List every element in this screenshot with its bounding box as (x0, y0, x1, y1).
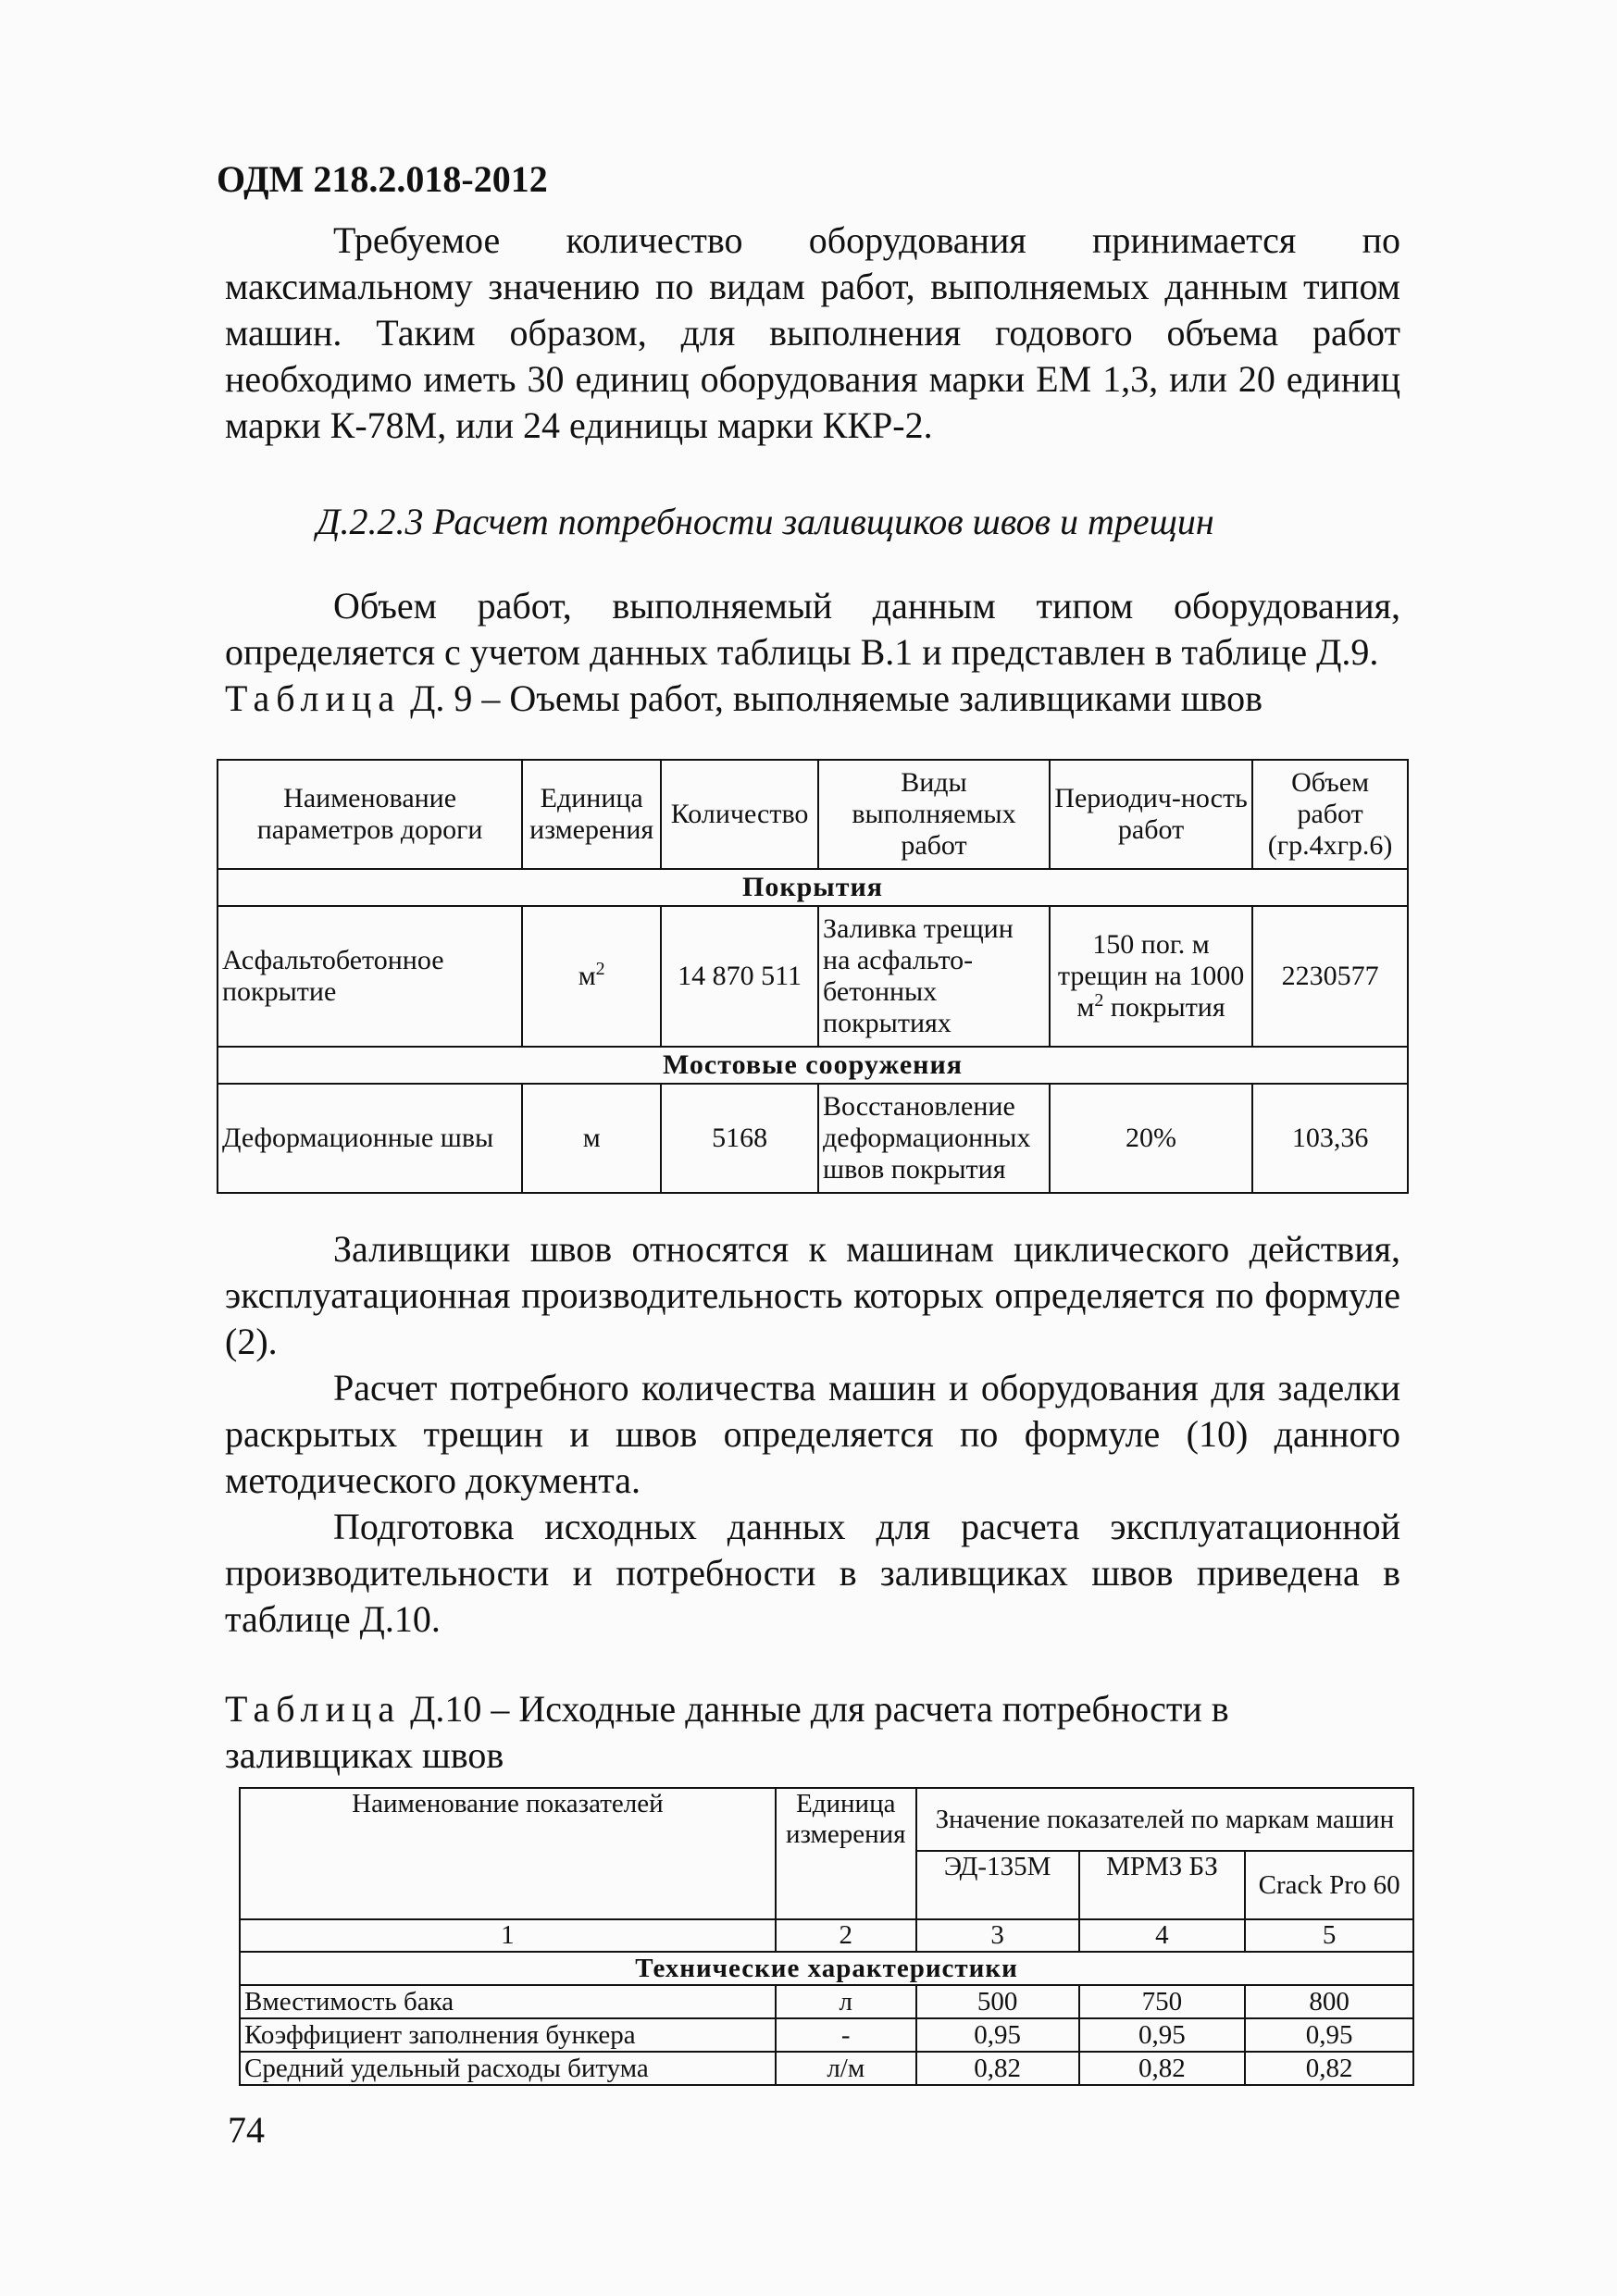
table10-caption: Таблица Д.10 – Исходные данные для расчета потребности в заливщиках швов (225, 1688, 1229, 1776)
section-label: Покрытия (218, 869, 1408, 906)
table-header-row (240, 1788, 1413, 1851)
section-label: Мостовые сооружения (218, 1047, 1408, 1084)
table-cell: Деформационные швы (218, 1084, 522, 1193)
model-cell: Crack Pro 60 (1245, 1851, 1413, 1919)
section-row (218, 1047, 1408, 1084)
table-cell: Средний удельный расходы битума (240, 2052, 776, 2085)
column-number-row (240, 1919, 1413, 1952)
model-cell: ЭД-135М (916, 1851, 1079, 1919)
table-cell: 0,95 (916, 2018, 1079, 2052)
table-cell: 0,95 (1079, 2018, 1246, 2052)
column-number: 3 (916, 1919, 1079, 1952)
table-cell: Восстановление деформационных швов покрытия (818, 1084, 1050, 1193)
table-cell: 103,36 (1252, 1084, 1408, 1193)
page-number: 74 (228, 2109, 265, 2151)
column-number: 2 (776, 1919, 916, 1952)
section-row (240, 1952, 1413, 1985)
paragraph-source-data: Подготовка исходных данных для расчета эксплуатационной производительности и потребности в заливщиках швов приведена в таблице Д.10. (225, 1506, 1400, 1640)
column-number: 4 (1079, 1919, 1246, 1952)
table-cell: 2230577 (1252, 906, 1408, 1047)
paragraph-work-volume: Объем работ, выполняемый данным типом оборудования, определяется с учетом данных таблицы В.1 и представлен в таблице Д.9. (225, 585, 1400, 673)
paragraph-equipment-count: Требуемое количество оборудования принимается по максимальному значению по видам работ, выполняемых данным типом машин. Таким образом, для выполнения годового объема работ необходимо иметь 30 единиц оборудования марки ЕМ 1,3, или 20 единиц марки К-78М, или 24 единицы марки ККР-2. (225, 219, 1400, 446)
table-cell: 14 870 511 (661, 906, 818, 1047)
table-cell: Коэффициент заполнения бункера (240, 2018, 776, 2052)
table-cell: 5168 (661, 1084, 818, 1193)
table-cell: 500 (916, 1985, 1079, 2018)
table-cell: 0,82 (1245, 2052, 1413, 2085)
table-cell: - (776, 2018, 916, 2052)
section-row (218, 869, 1408, 906)
table-cell: 800 (1245, 1985, 1413, 2018)
table-d9 (217, 759, 1409, 1194)
table-cell: 0,95 (1245, 2018, 1413, 2052)
table-row (240, 2018, 1413, 2052)
table-row (240, 1985, 1413, 2018)
table-cell: м (522, 1084, 661, 1193)
table-cell: $м^2$ (522, 906, 661, 1047)
table-row (218, 1084, 1408, 1193)
table-cell: Заливка трещин на асфальто-бетонных покрытиях (818, 906, 1050, 1047)
header-cell: Наименование показателей (240, 1788, 776, 1919)
table-cell: Вместимость бака (240, 1985, 776, 2018)
paragraph-machines: Заливщики швов относятся к машинам циклического действия, эксплуатационная производительность которых определяется по формуле (2). (225, 1228, 1400, 1362)
header-cell: Значение показателей по маркам машин (916, 1788, 1413, 1851)
header-cell: Периодич-ность работ (1050, 760, 1252, 869)
section-label: Технические характеристики (240, 1952, 1413, 1985)
table-cell: л/м (776, 2052, 916, 2085)
header-cell: Количество (661, 760, 818, 869)
table-cell: л (776, 1985, 916, 2018)
header-cell: Наименование параметров дороги (218, 760, 522, 869)
table-row (218, 906, 1408, 1047)
model-cell: МРМЗ БЗ (1079, 1851, 1246, 1919)
section-subheading: Д.2.2.3 Расчет потребности заливщиков швов и трещин (317, 501, 1214, 542)
table-cell: 150 пог. м трещин на 1000 $м^2$ покрытия (1050, 906, 1252, 1047)
column-number: 5 (1245, 1919, 1413, 1952)
paragraph-calculation: Расчет потребного количества машин и оборудования для заделки раскрытых трещин и швов определяется по формуле (10) данного методического документа. (225, 1367, 1400, 1501)
table9-caption: Таблица Д. 9 – Оъемы работ, выполняемые заливщиками швов (225, 677, 1263, 719)
table-cell: Асфальтобетонное покрытие (218, 906, 522, 1047)
table-cell: 0,82 (1079, 2052, 1246, 2085)
table-cell: 0,82 (916, 2052, 1079, 2085)
header-cell: Виды выполняемых работ (818, 760, 1050, 869)
table-cell: 20% (1050, 1084, 1252, 1193)
table-header-row (218, 760, 1408, 869)
header-cell: Единица измерения (522, 760, 661, 869)
table-cell: 750 (1079, 1985, 1246, 2018)
header-cell: Единица измерения (776, 1788, 916, 1919)
document-header: ОДМ 218.2.018-2012 (217, 158, 548, 200)
table-d10 (239, 1787, 1414, 2086)
table-row (240, 2052, 1413, 2085)
header-cell: Объем работ (гр.4хгр.6) (1252, 760, 1408, 869)
column-number: 1 (240, 1919, 776, 1952)
